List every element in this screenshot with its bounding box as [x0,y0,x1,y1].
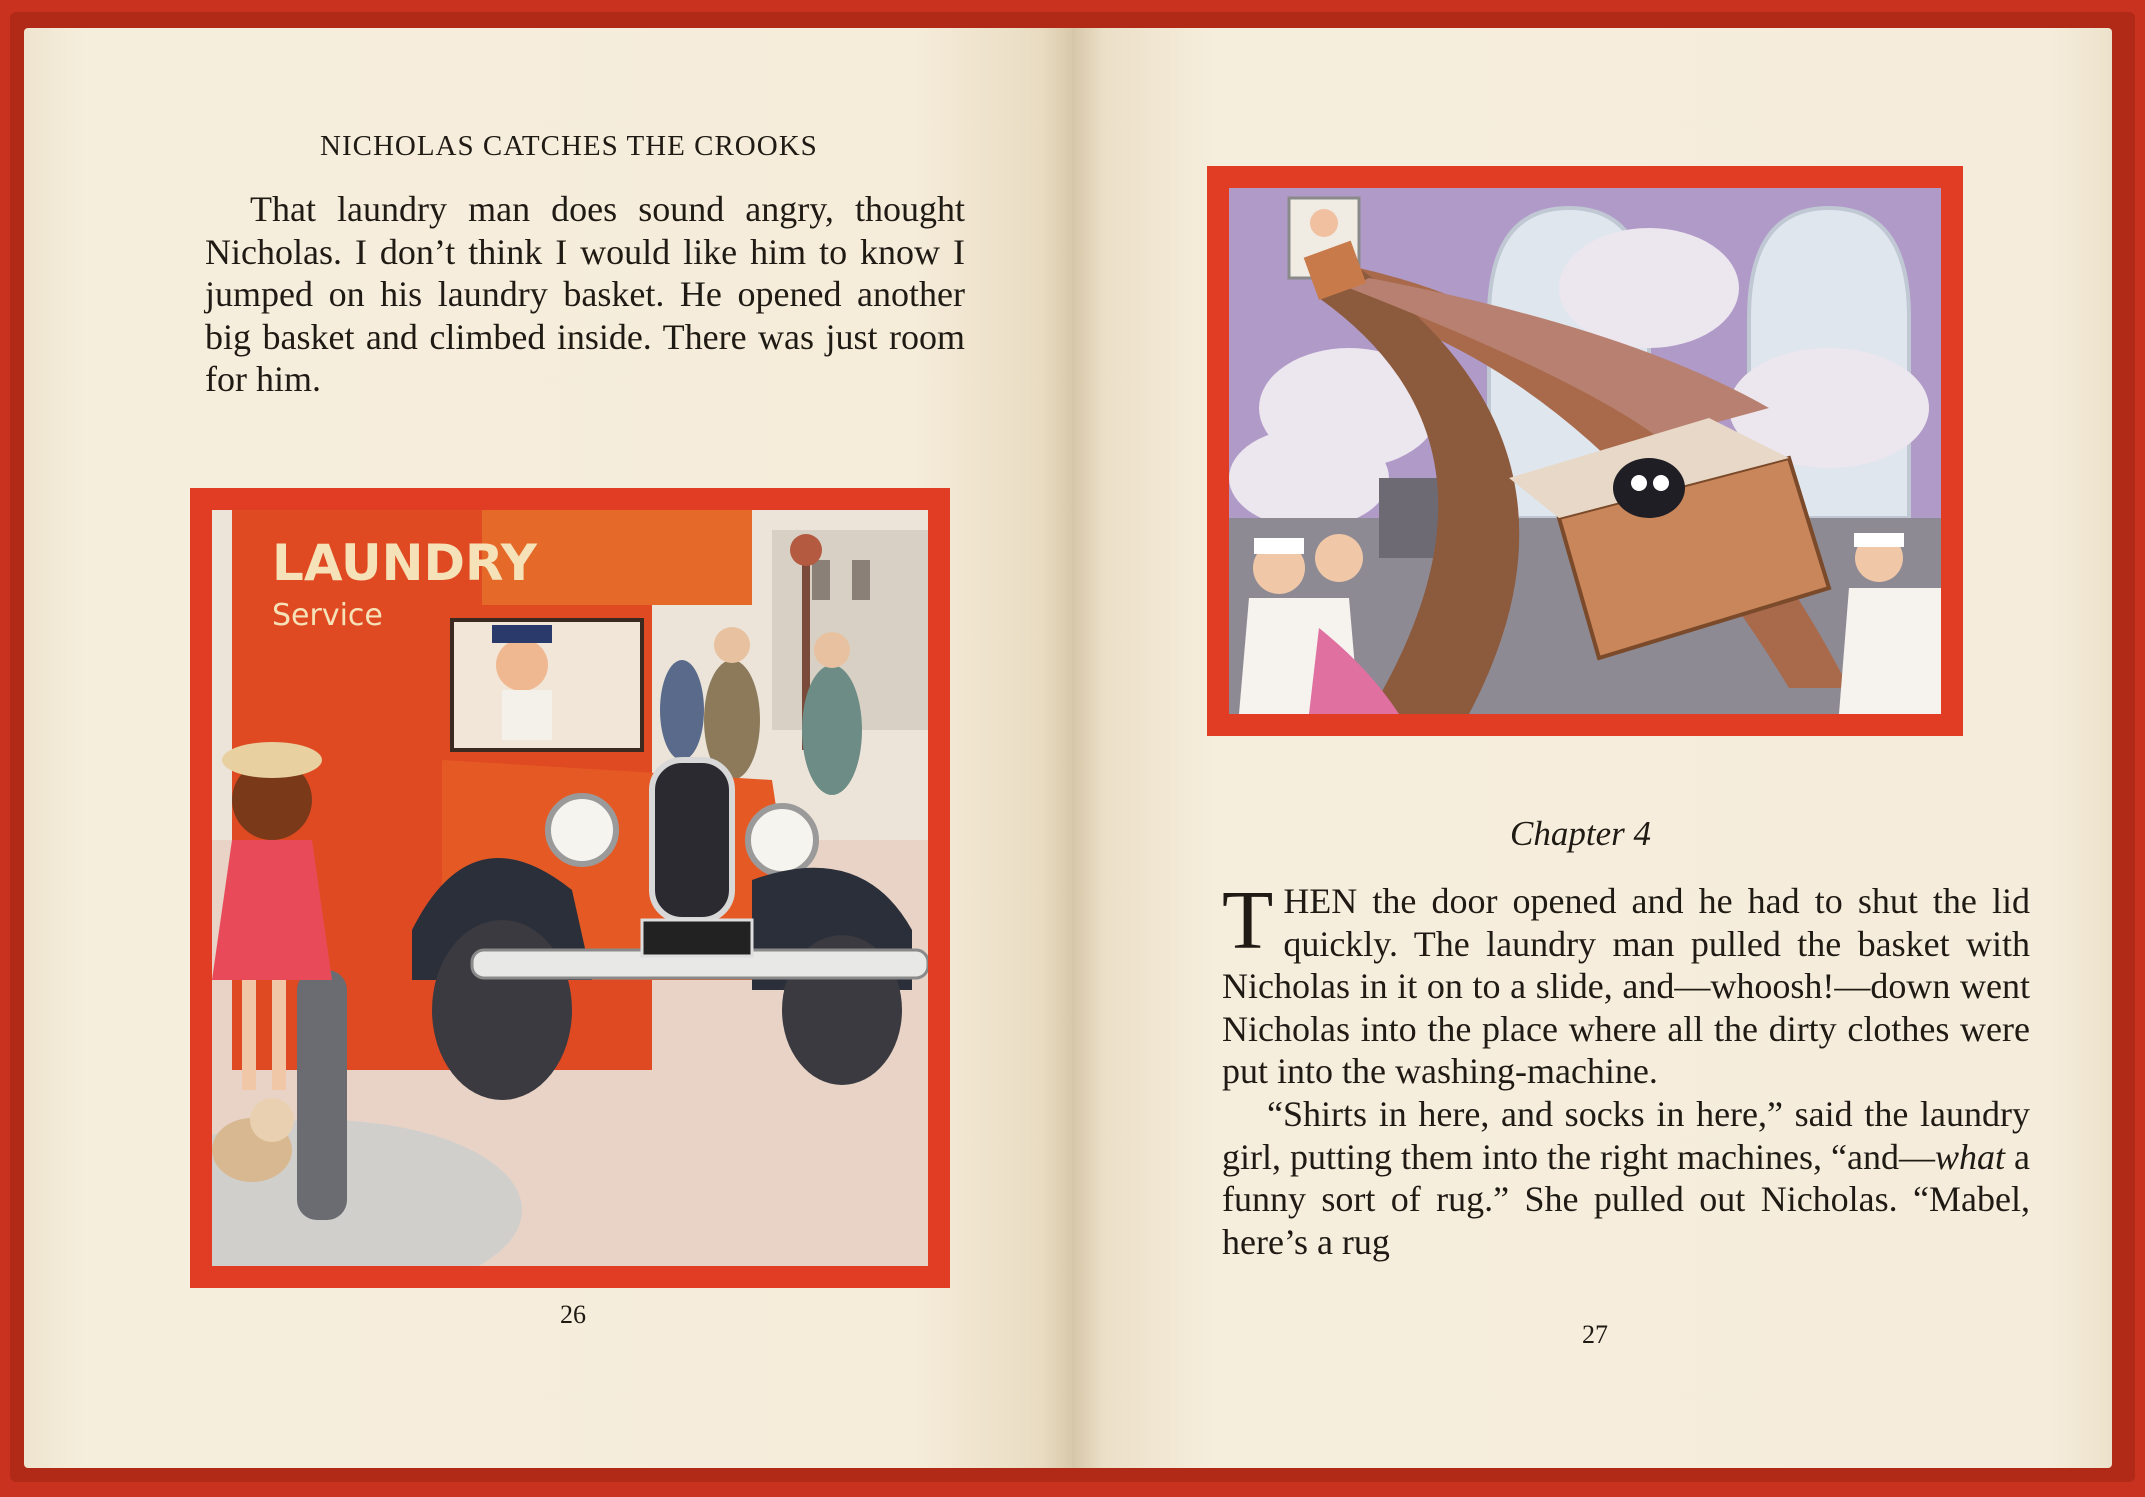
book-spread [10,12,2135,1482]
left-page-paragraph: That laundry man does sound angry, thought Nicholas. I don’t think I would like him to know I jumped on his laundry basket. He opened another big basket and climbed inside. There was just room for him. [205,189,965,400]
running-head: NICHOLAS CATCHES THE CROOKS [320,130,818,162]
drop-cap: T [1222,874,1274,967]
paragraph-2-italic-word: what [1934,1136,2005,1177]
paragraph-2-start: “Shirts in here, and socks in here,” said the laundry girl, putting them into the right machines, “and— [1222,1093,2030,1177]
chapter-heading: Chapter 4 [1510,814,1651,853]
paragraph-2-end: a funny sort of rug.” She pulled out Nicholas. “Mabel, here’s a rug [1222,1136,2030,1262]
page-number-right: 27 [1582,1320,1608,1349]
laundry-sign-title: LAUNDRY [272,534,537,592]
right-page-text [1222,874,2030,1263]
chapter-paragraph-1 [1222,874,2030,1093]
page-number-left: 26 [560,1300,586,1329]
left-page [24,28,1072,1468]
laundry-slide-illustration [1207,166,1963,736]
chapter-paragraph-2 [1222,1093,2030,1263]
paragraph-1-text: HEN the door opened and he had to shut the lid quickly. The laundry man pulled the basket with Nicholas in it on to a slide, and—whoosh!—down went Nicholas into the place where all the dirty clothes were put into the washing-machine. [1222,881,2030,1092]
right-page [1072,28,2112,1468]
laundry-van-illustration [190,488,950,1288]
laundry-sign-subtitle: Service [272,598,383,633]
